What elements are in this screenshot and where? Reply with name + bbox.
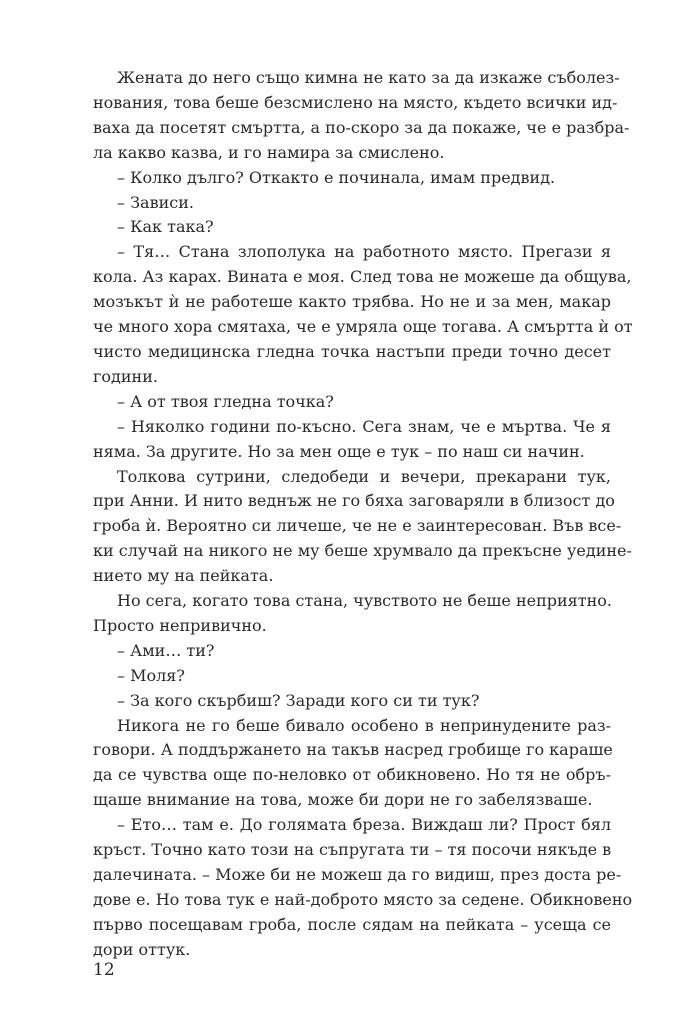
text-line: няма. За другите. Но за мен още е тук – по наш си начин. [93,441,585,461]
body-text [93,66,633,963]
text-line: гроба ѝ. Вероятно си личеше, че не е заинтересован. Във все- [93,516,622,536]
text-line: ла какво казва, и го намира за смислено. [93,142,445,162]
text-line: – Ами… ти? [117,640,215,660]
text-line: – Моля? [117,665,185,685]
text-line: говори. А поддържането на такъв насред гробище го караше [93,740,613,760]
text-line: – Ето… там е. До голямата бреза. Виждаш ли? Прост бял [117,815,611,835]
text-line: Жената до него също кимна не като за да изкаже съболез- [117,68,620,87]
text-line: кола. Аз карах. Вината е моя. След това не можеше да общува, [93,267,632,287]
text-line: кръст. Точно като този на съпругата ти – тя посочи някъде в [93,840,612,860]
text-line: Никога не го беше бивало особено в непринудените раз- [117,715,611,735]
text-line: Но сега, когато това стана, чувството не беше неприятно. [117,591,612,611]
text-line: мозъкът ѝ не работеше както трябва. Но не и за мен, макар [93,292,611,312]
text-line: ваха да посетят смъртта, а по-скоро за да покаже, че е разбра- [93,117,630,137]
text-line: че много хора смятаха, че е умряла още тогава. А смъртта ѝ от [93,317,633,337]
text-line: – Няколко години по-късно. Сега знам, че е мъртва. Че я [117,416,611,436]
text-line: при Анни. И нито веднъж не го бяха заговаряли в близост до [93,491,615,511]
text-line: – Как така? [117,217,214,237]
text-line: далечината. – Може би не можеш да го видиш, през доста ре- [93,865,622,884]
text-line: – Колко дълго? Откакто е починала, имам предвид. [117,167,556,187]
text-line: да се чувства още по-неловко от обикновено. Но тя не обръ- [93,765,611,785]
text-line: нования, това беше безсмислено на място, където всички ид- [93,92,618,112]
text-line: първо посещавам гроба, после сядам на пейката – усеща се [93,914,611,934]
text-line: дори оттук. [93,939,191,959]
text-line: Толкова сутрини, следобеди и вечери, прекарани тук, [117,466,611,486]
page-number: 12 [93,960,115,980]
text-line: – Зависи. [117,192,194,212]
text-line: – Тя… Стана злополука на работното място. Прегази я [117,242,611,262]
text-line: дове е. Но това тук е най-доброто място за седене. Обикновено [93,889,633,909]
text-line: ки случай на никого не му беше хрумвало да прекъсне уедине- [93,541,632,561]
text-line: години. [93,366,158,386]
text-line: – А от твоя гледна точка? [117,391,334,411]
text-line: нието му на пейката. [93,566,274,586]
text-line: щаше внимание на това, може би дори не го забелязваше. [93,790,593,810]
text-line: чисто медицинска гледна точка настъпи преди точно десет [93,341,611,361]
text-line: Просто непривично. [93,615,267,635]
text-line: – За кого скърбиш? Заради кого си ти тук? [117,690,480,710]
